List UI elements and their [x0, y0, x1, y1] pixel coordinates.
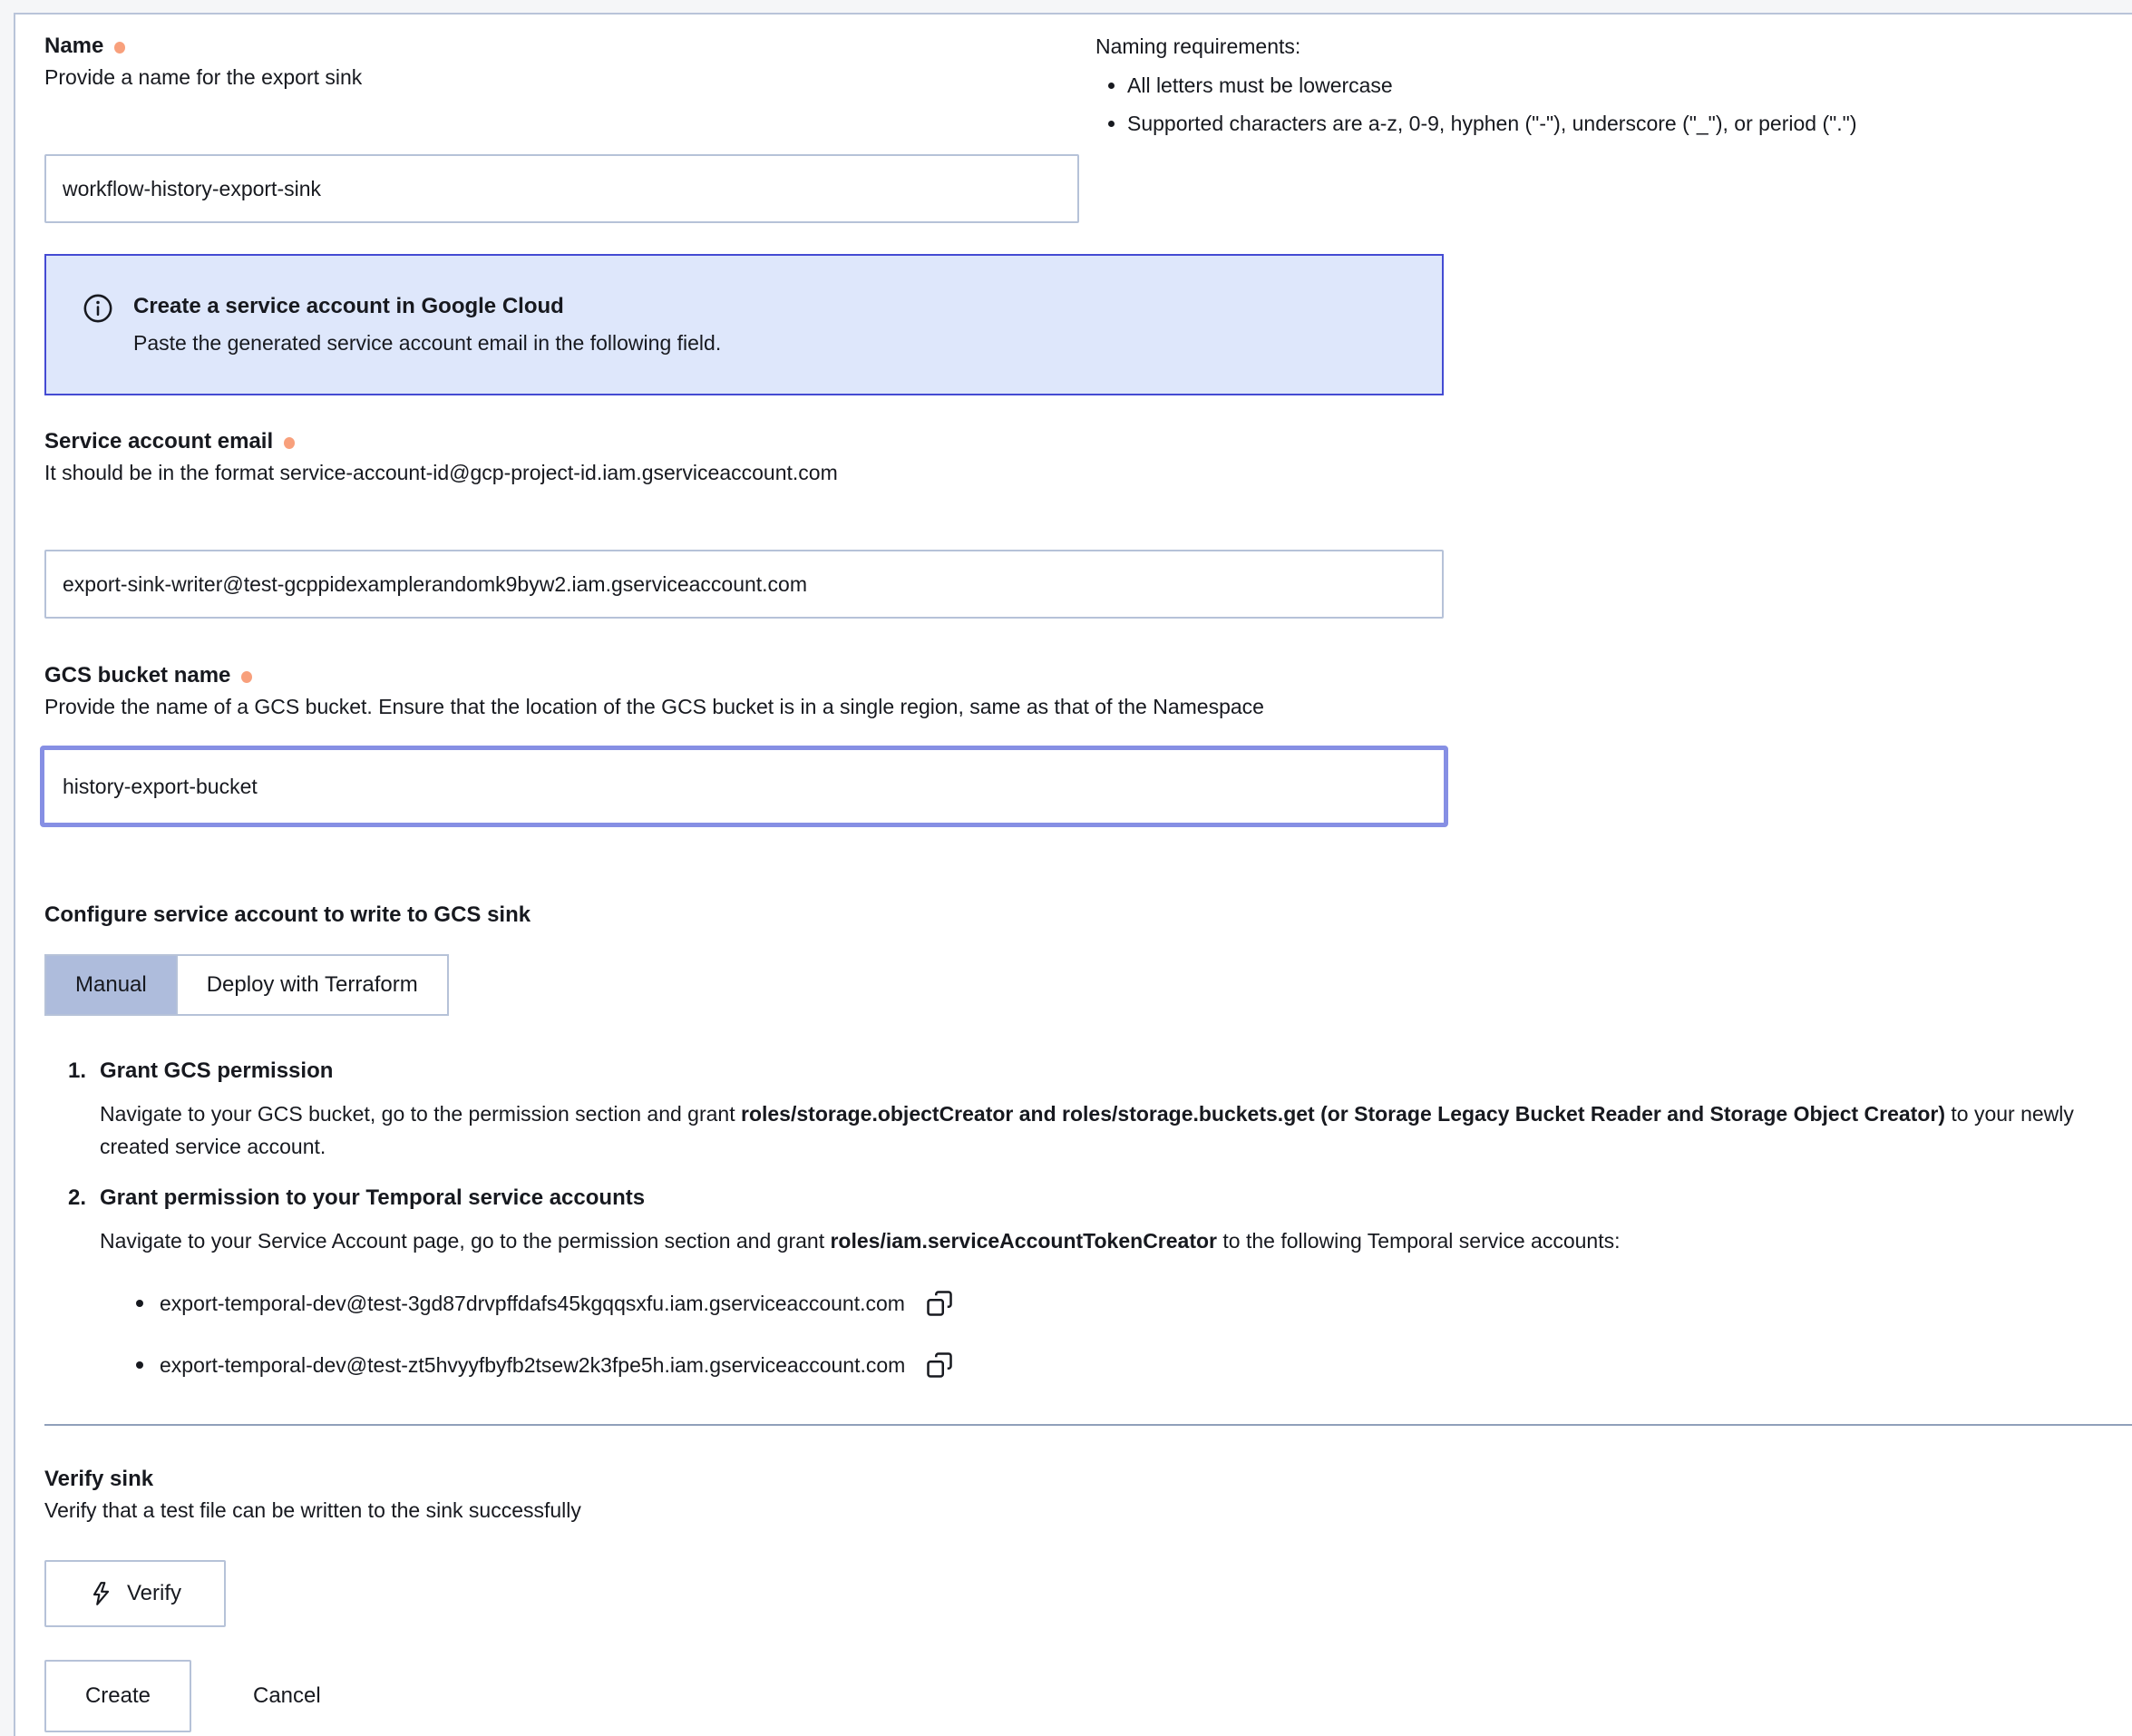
service-account-label: Service account email [44, 429, 274, 454]
create-button[interactable]: Create [44, 1660, 191, 1732]
step-body [100, 1224, 2104, 1257]
naming-requirement-text: All letters must be lowercase [1127, 73, 1393, 97]
configure-section-title: Configure service account to write to GCS sink [44, 902, 531, 927]
name-and-requirements-row [44, 31, 2132, 223]
list-item [136, 1350, 2132, 1380]
list-item [1095, 71, 2125, 100]
name-field-label: Name [44, 34, 104, 58]
bucket-label-row [44, 660, 2132, 691]
bullet-icon [1108, 83, 1115, 89]
service-account-info-banner [44, 254, 1444, 395]
naming-requirements [1095, 31, 2125, 223]
service-account-label-row [44, 426, 2132, 457]
verify-button-label: Verify [126, 1581, 182, 1605]
step-body-text: Navigate to your GCS bucket, go to the permission section and grant [100, 1102, 741, 1126]
verify-sink-help: Verify that a test file can be written to the sink successfully [44, 1498, 581, 1522]
step-body-text: Navigate to your Service Account page, go to the permission section and grant [100, 1229, 831, 1253]
verify-sink-title: Verify sink [44, 1467, 154, 1491]
step-number: 2. [68, 1185, 87, 1210]
step-body-text: to the following Temporal service accounts: [1217, 1229, 1621, 1253]
info-banner-text [133, 290, 721, 359]
info-banner-body: Paste the generated service account email in the following field. [133, 331, 722, 355]
service-account-help: It should be in the format service-account-id@gcp-project-id.iam.gserviceaccount.com [44, 461, 838, 484]
info-icon [83, 293, 113, 324]
verify-button[interactable] [44, 1560, 226, 1627]
copy-icon[interactable] [925, 1351, 954, 1380]
name-field-label-row [44, 31, 1079, 62]
step-body-bold: roles/iam.serviceAccountTokenCreator [830, 1229, 1217, 1253]
temporal-service-account-email: export-temporal-dev@test-3gd87drvpffdafs45kgqqsxfu.iam.gserviceaccount.com [160, 1292, 905, 1315]
required-dot-icon [241, 671, 252, 683]
step-title: Grant permission to your Temporal service accounts [100, 1185, 646, 1210]
step-body-bold: roles/storage.objectCreator and roles/storage.buckets.get (or Storage Legacy Bucket Reader and Storage Object Creator) [741, 1102, 1945, 1126]
step-title-row [44, 1056, 2132, 1087]
lightning-bolt-icon [89, 1581, 112, 1606]
list-item [136, 1288, 2132, 1319]
service-account-email-input[interactable] [44, 550, 1444, 619]
tab-manual[interactable]: Manual [46, 956, 176, 1014]
bucket-label: GCS bucket name [44, 663, 231, 688]
step-grant-gcs-permission [44, 1056, 2132, 1163]
bucket-help: Provide the name of a GCS bucket. Ensure that the location of the GCS bucket is in a single region, same as that of the Namespace [44, 695, 1264, 718]
bullet-icon [136, 1361, 143, 1369]
step-grant-temporal-permission [44, 1183, 2132, 1257]
name-field-help: Provide a name for the export sink [44, 65, 363, 89]
gcs-bucket-name-input[interactable] [40, 746, 1448, 827]
step-body [100, 1097, 2104, 1163]
step-title: Grant GCS permission [100, 1058, 334, 1083]
form-actions [44, 1660, 2132, 1732]
section-divider [44, 1424, 2132, 1426]
naming-requirements-list [1095, 71, 2125, 138]
step-number: 1. [68, 1058, 87, 1083]
step-title-row [44, 1183, 2132, 1214]
export-sink-form-panel [14, 13, 2132, 1736]
copy-icon[interactable] [925, 1289, 954, 1318]
naming-requirement-text: Supported characters are a-z, 0-9, hyphen ("-"), underscore ("_"), or period (".") [1127, 112, 1857, 135]
list-item [1095, 109, 2125, 138]
temporal-service-account-list [44, 1288, 2132, 1380]
configure-tabs [44, 954, 449, 1016]
bullet-icon [1108, 121, 1115, 127]
temporal-service-account-email: export-temporal-dev@test-zt5hvyyfbyfb2tsew2k3fpe5h.iam.gserviceaccount.com [160, 1353, 906, 1377]
tab-deploy-with-terraform[interactable]: Deploy with Terraform [176, 956, 447, 1014]
required-dot-icon [284, 437, 295, 449]
required-dot-icon [114, 42, 125, 54]
name-input[interactable] [44, 154, 1079, 223]
info-banner-title: Create a service account in Google Cloud [133, 294, 564, 318]
naming-requirements-title: Naming requirements: [1095, 34, 1301, 58]
name-field-section [44, 31, 1079, 223]
manual-steps [44, 1056, 2132, 1380]
step-body-text: to your newly created service account. [100, 1102, 2074, 1158]
cancel-button[interactable]: Cancel [253, 1660, 321, 1732]
bullet-icon [136, 1300, 143, 1307]
